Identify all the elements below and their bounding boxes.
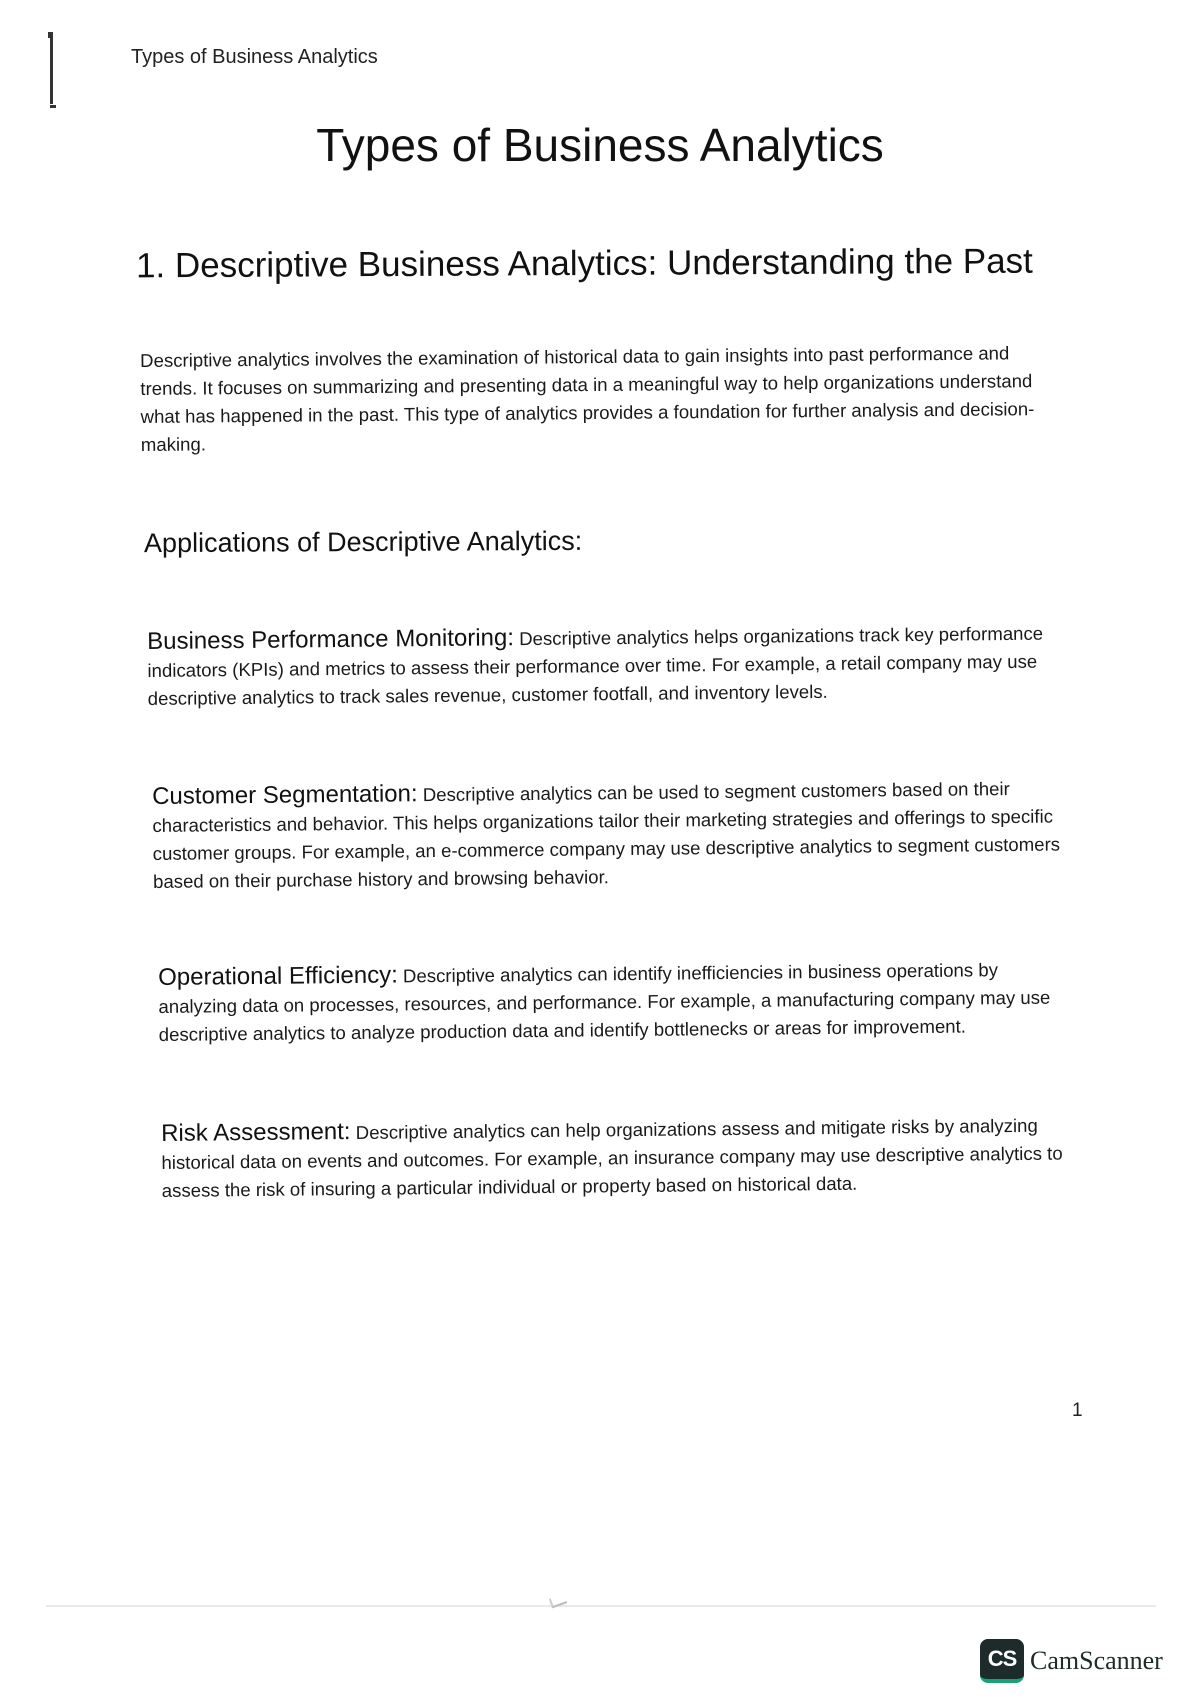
application-term: Customer Segmentation: (152, 780, 418, 810)
camscanner-logo-icon: CS (980, 1639, 1024, 1683)
camscanner-name: CamScanner (1030, 1646, 1163, 1675)
intro-paragraph: Descriptive analytics involves the examination of historical data to gain insights into past performance and trends. It focuses on summarizing and presenting data in a meaningful way to help organizations understand what has happened in the past. This type of analytics provides a foundation for further analysis and decision-making. (140, 342, 1035, 455)
application-text: Descriptive analytics can identify inefficiencies in business operations by analyzing data on processes, resources, and performance. For example, a manufacturing company may use descriptive analytics to analyze production data and identify bottlenecks or areas for improvement. (158, 959, 1051, 1045)
application-term: Operational Efficiency: (158, 961, 398, 991)
camscanner-watermark (980, 1638, 1163, 1684)
applications-heading: Applications of Descriptive Analytics: (143, 525, 583, 559)
section-heading: 1. Descriptive Business Analytics: Understanding the Past (135, 241, 1033, 286)
application-text: Descriptive analytics can help organizations assess and mitigate risks by analyzing historical data on events and outcomes. For example, an insurance company may use descriptive analytics to assess the risk of insuring a particular individual or property based on historical data. (161, 1114, 1063, 1201)
application-term: Business Performance Monitoring: (147, 624, 515, 655)
application-item (152, 773, 1073, 896)
document-title: Types of Business Analytics (316, 119, 884, 171)
application-item (158, 954, 1079, 1049)
scan-edge (46, 1605, 1156, 1607)
running-header: Types of Business Analytics (131, 46, 378, 68)
application-item (161, 1110, 1082, 1205)
page-number: 1 (1072, 1400, 1083, 1421)
binder-mark (50, 32, 53, 104)
application-term: Risk Assessment: (161, 1118, 351, 1147)
application-item (147, 618, 1068, 713)
application-text: Descriptive analytics helps organizations track key performance indicators (KPIs) and metrics to assess their performance over time. For example, a retail company may use descriptive analytics to track sales revenue, customer footfall, and inventory levels. (147, 622, 1044, 709)
application-text: Descriptive analytics can be used to segment customers based on their characteristics and behavior. This helps organizations tailor their marketing strategies and offerings to specific customer groups. For example, an e-commerce company may use descriptive analytics to segment customers based on their purchase history and browsing behavior. (152, 778, 1061, 892)
